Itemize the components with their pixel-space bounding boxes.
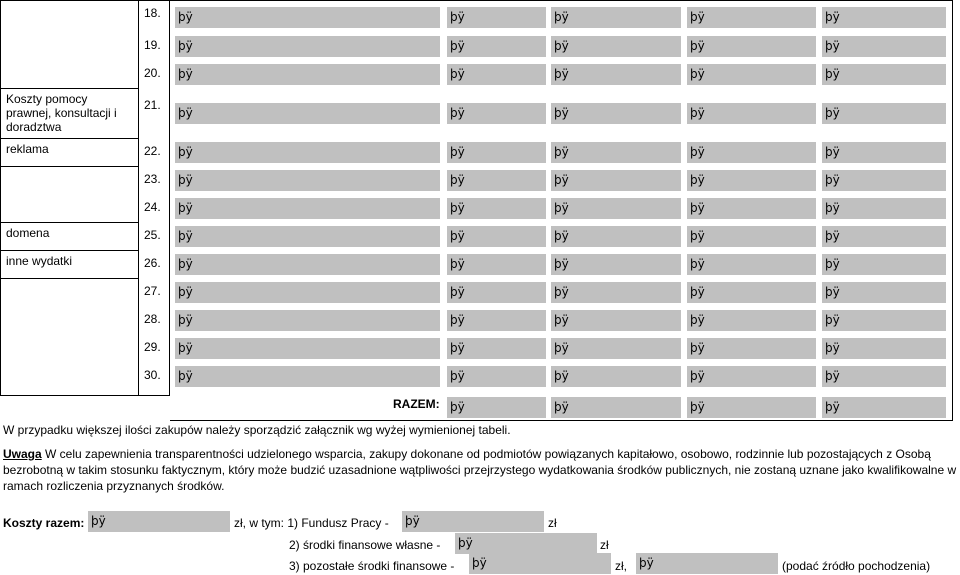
row-number: 21. — [144, 98, 161, 112]
amount-field[interactable]: þÿ — [447, 36, 546, 57]
amount-field[interactable]: þÿ — [175, 282, 440, 303]
row-number: 19. — [144, 38, 161, 52]
uwaga-note — [3, 446, 958, 494]
table-rule — [0, 166, 139, 167]
table-border-number — [169, 0, 170, 395]
total-field[interactable]: þÿ — [687, 397, 816, 418]
uwaga-text: W celu zapewnienia transparentności udzielonego wsparcia, zakupy dokonane od podmiotów powiązanych kapitałowo, osobowo, rodzinnie lub pozostających z Osobą bezrobotną w takim stosunku faktycznym, który może budzić uzasadnione wątpliwości przejrzystego wydatkowania środków publicznych, nie zostaną uznane jako kwalifikowalne w ramach rozliczenia przyznanych środków. — [3, 447, 957, 493]
row-category: reklama — [6, 142, 49, 156]
row-category: inne wydatki — [6, 254, 73, 268]
row-number: 18. — [144, 6, 161, 20]
amount-field[interactable]: þÿ — [175, 338, 440, 359]
amount-field[interactable]: þÿ — [822, 142, 946, 163]
amount-field[interactable]: þÿ — [447, 338, 546, 359]
amount-field[interactable]: þÿ — [175, 310, 440, 331]
amount-field[interactable]: þÿ — [447, 170, 546, 191]
amount-field[interactable]: þÿ — [175, 64, 440, 85]
amount-field[interactable]: þÿ — [822, 254, 946, 275]
own-funds-currency: zł — [600, 538, 609, 552]
amount-field[interactable]: þÿ — [687, 310, 816, 331]
amount-field[interactable]: þÿ — [822, 310, 946, 331]
row-category: Koszty pomocy prawnej, konsultacji i doradztwa — [6, 92, 117, 134]
amount-field[interactable]: þÿ — [447, 103, 546, 124]
amount-field[interactable]: þÿ — [822, 226, 946, 247]
table-rule — [0, 88, 139, 89]
table-rule — [0, 278, 139, 279]
table-rule — [0, 395, 170, 396]
total-field[interactable]: þÿ — [551, 397, 681, 418]
amount-field[interactable]: þÿ — [551, 170, 681, 191]
table-border-left — [0, 0, 1, 395]
amount-field[interactable]: þÿ — [175, 198, 440, 219]
amount-field[interactable]: þÿ — [175, 254, 440, 275]
fundusz-pracy-currency: zł — [548, 516, 557, 530]
amount-field[interactable]: þÿ — [551, 310, 681, 331]
amount-field[interactable]: þÿ — [687, 366, 816, 387]
amount-field[interactable]: þÿ — [551, 198, 681, 219]
source-hint: (podać źródło pochodzenia) — [782, 559, 931, 573]
amount-field[interactable]: þÿ — [822, 282, 946, 303]
row-number: 26. — [144, 256, 161, 270]
row-number: 24. — [144, 200, 161, 214]
table-rule — [0, 138, 139, 139]
row-category: domena — [6, 226, 50, 240]
row-number: 22. — [144, 144, 161, 158]
amount-field[interactable]: þÿ — [551, 282, 681, 303]
amount-field[interactable]: þÿ — [447, 226, 546, 247]
amount-field[interactable]: þÿ — [687, 254, 816, 275]
amount-field[interactable]: þÿ — [687, 170, 816, 191]
row-number: 20. — [144, 66, 161, 80]
costs-total-label: Koszty razem: — [3, 516, 85, 530]
amount-field[interactable]: þÿ — [822, 366, 946, 387]
amount-field[interactable]: þÿ — [822, 64, 946, 85]
amount-field[interactable]: þÿ — [175, 170, 440, 191]
amount-field[interactable]: þÿ — [822, 338, 946, 359]
amount-field[interactable]: þÿ — [175, 366, 440, 387]
amount-field[interactable]: þÿ — [687, 142, 816, 163]
other-funds-source-field[interactable]: þÿ — [636, 553, 778, 574]
amount-field[interactable]: þÿ — [687, 282, 816, 303]
other-funds-field[interactable]: þÿ — [469, 553, 611, 574]
amount-field[interactable]: þÿ — [551, 7, 681, 28]
amount-field[interactable]: þÿ — [447, 64, 546, 85]
amount-field[interactable]: þÿ — [447, 198, 546, 219]
amount-field[interactable]: þÿ — [551, 366, 681, 387]
amount-field[interactable]: þÿ — [447, 254, 546, 275]
row-number: 29. — [144, 340, 161, 354]
amount-field[interactable]: þÿ — [687, 103, 816, 124]
amount-field[interactable]: þÿ — [447, 7, 546, 28]
amount-field[interactable]: þÿ — [551, 36, 681, 57]
amount-field[interactable]: þÿ — [822, 103, 946, 124]
amount-field[interactable]: þÿ — [447, 282, 546, 303]
amount-field[interactable]: þÿ — [687, 64, 816, 85]
amount-field[interactable]: þÿ — [551, 103, 681, 124]
amount-field[interactable]: þÿ — [822, 7, 946, 28]
table-rule — [170, 420, 953, 421]
amount-field[interactable]: þÿ — [447, 366, 546, 387]
amount-field[interactable]: þÿ — [447, 142, 546, 163]
amount-field[interactable]: þÿ — [175, 103, 440, 124]
other-funds-label: 3) pozostałe środki finansowe - — [289, 559, 455, 573]
table-rule — [0, 0, 953, 1]
amount-field[interactable]: þÿ — [447, 310, 546, 331]
amount-field[interactable]: þÿ — [175, 226, 440, 247]
amount-field[interactable]: þÿ — [551, 254, 681, 275]
amount-field[interactable]: þÿ — [687, 36, 816, 57]
row-number: 28. — [144, 312, 161, 326]
amount-field[interactable]: þÿ — [687, 226, 816, 247]
amount-field[interactable]: þÿ — [687, 7, 816, 28]
costs-total-field[interactable]: þÿ — [88, 511, 230, 532]
total-label: RAZEM: — [393, 397, 440, 411]
fundusz-pracy-label: zł, w tym: 1) Fundusz Pracy - — [234, 516, 389, 530]
amount-field[interactable]: þÿ — [175, 142, 440, 163]
row-number: 25. — [144, 228, 161, 242]
own-funds-label: 2) środki finansowe własne - — [289, 538, 441, 552]
fundusz-pracy-field[interactable]: þÿ — [402, 511, 544, 532]
other-funds-currency: zł, — [615, 559, 627, 573]
total-field[interactable]: þÿ — [822, 397, 946, 418]
amount-field[interactable]: þÿ — [175, 36, 440, 57]
amount-field[interactable]: þÿ — [551, 226, 681, 247]
amount-field[interactable]: þÿ — [551, 142, 681, 163]
amount-field[interactable]: þÿ — [687, 198, 816, 219]
amount-field[interactable]: þÿ — [687, 338, 816, 359]
row-number: 27. — [144, 284, 161, 298]
amount-field[interactable]: þÿ — [822, 36, 946, 57]
amount-field[interactable]: þÿ — [551, 64, 681, 85]
table-border-category — [138, 0, 139, 395]
amount-field[interactable]: þÿ — [822, 198, 946, 219]
total-field[interactable]: þÿ — [447, 397, 546, 418]
own-funds-field[interactable]: þÿ — [455, 533, 597, 554]
table-border-right — [952, 0, 953, 420]
amount-field[interactable]: þÿ — [175, 7, 440, 28]
table-rule — [0, 250, 139, 251]
uwaga-label: Uwaga — [3, 447, 42, 461]
table-rule — [0, 222, 139, 223]
amount-field[interactable]: þÿ — [822, 170, 946, 191]
row-number: 23. — [144, 172, 161, 186]
row-number: 30. — [144, 368, 161, 382]
amount-field[interactable]: þÿ — [551, 338, 681, 359]
attachment-note: W przypadku większej ilości zakupów należy sporządzić załącznik wg wyżej wymienionej tabeli. — [3, 423, 511, 437]
